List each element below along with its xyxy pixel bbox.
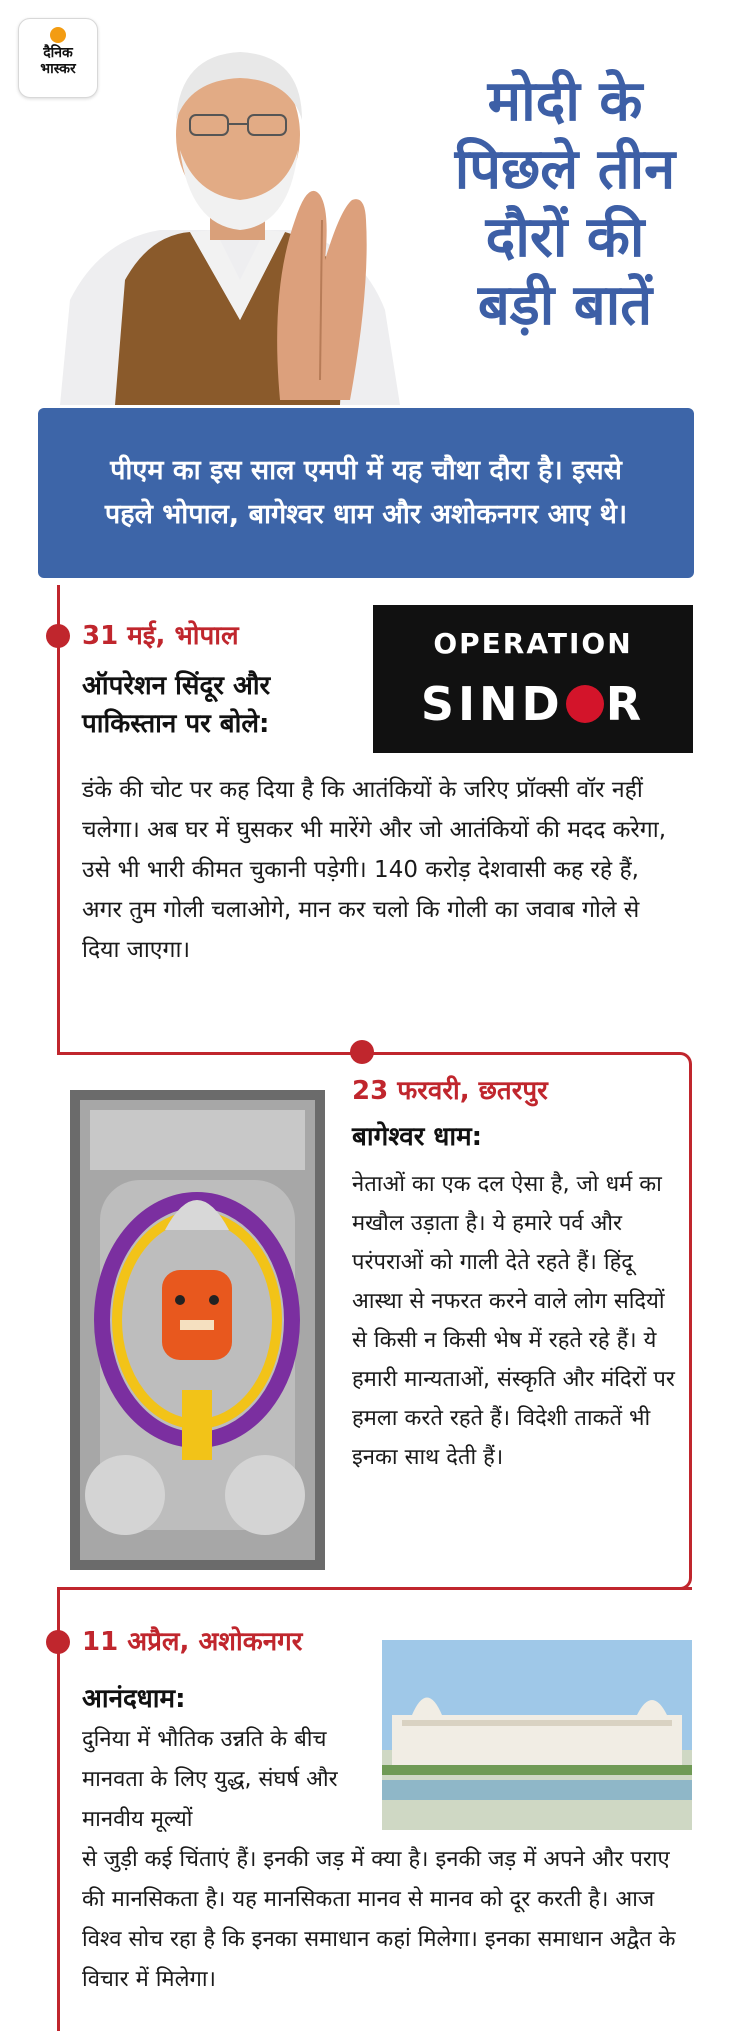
image-caption-part: R xyxy=(605,677,646,731)
hero-portrait xyxy=(40,20,420,405)
red-dot-icon xyxy=(566,685,604,723)
bageshwar-dham-image xyxy=(70,1090,325,1570)
visit-subtitle: ऑपरेशन सिंदूर और पाकिस्तान पर बोले: xyxy=(82,671,271,739)
visit-date: 11 अप्रैल, अशोकनगर xyxy=(82,1627,303,1657)
visit-text: से जुड़ी कई चिंताएं हैं। इनकी जड़ में क्या है। इनकी जड़ में अपने और पराए की मानसिकता है। यह मानसिकता मानव से मानव को दूर करती है। आज विश्व सोच रहा है कि इनका समाधान कहां मिलेगा। इनका समाधान अद्वैत के विचार में मिलेगा। xyxy=(82,1847,676,1992)
visit-date: 23 फरवरी, छतरपुर xyxy=(352,1076,548,1106)
anandham-image xyxy=(382,1640,692,1830)
brand-line-2: भास्कर xyxy=(40,61,76,77)
title-line: दौरों की xyxy=(485,205,645,270)
timeline-dot xyxy=(46,1630,70,1654)
brand-line-1: दैनिक xyxy=(43,45,73,61)
visit-date: 31 मई, भोपाल xyxy=(82,621,239,651)
intro-text: पीएम का इस साल एमपी में यह चौथा दौरा है। इससे पहले भोपाल, बागेश्वर धाम और अशोकनगर आए थे। xyxy=(104,455,628,530)
visit-subtitle: बागेश्वर धाम: xyxy=(352,1122,483,1152)
timeline-line xyxy=(57,585,60,1055)
timeline-dot xyxy=(350,1040,374,1064)
image-caption-line: OPERATION xyxy=(433,627,633,660)
timeline-line xyxy=(57,1052,362,1055)
page-title xyxy=(415,68,715,340)
image-caption-line xyxy=(373,677,693,731)
visit-text: डंके की चोट पर कह दिया है कि आतंकियों के जरिए प्रॉक्सी वॉर नहीं चलेगा। अब घर में घुसकर भी मारेंगे और जो आतंकियों की मदद करेगा, उसे भी भारी कीमत चुकानी पड़ेगी। 140 करोड़ देशवासी कह रहे हैं, अगर तुम गोली चलाओगे, मान कर चलो कि गोली का जवाब गोले से दिया जाएगा। xyxy=(82,777,667,963)
visit-text: नेताओं का एक दल ऐसा है, जो धर्म का मखौल उड़ाता है। ये हमारे पर्व और परंपराओं को गाली देते रहते हैं। हिंदू आस्था से नफरत करने वाले लोग सदियों से किसी न किसी भेष में रहते रहे हैं। ये हमारी मान्यताओं, संस्कृति और मंदिरों पर हमला करते रहते हैं। विदेशी ताकतें भी इनका साथ देती हैं। xyxy=(352,1172,675,1470)
visit-subtitle: आनंदधाम: xyxy=(82,1684,186,1714)
visit-text: दुनिया में भौतिक उन्नति के बीच मानवता के लिए युद्ध, संघर्ष और मानवीय मूल्यों xyxy=(82,1727,338,1832)
operation-sindoor-image xyxy=(373,605,693,753)
timeline-dot xyxy=(46,624,70,648)
title-line: बड़ी बातें xyxy=(477,273,653,338)
title-line: पिछले तीन xyxy=(454,137,676,202)
image-caption-part: SIND xyxy=(420,677,564,731)
title-line: मोदी के xyxy=(487,69,643,134)
timeline-line xyxy=(57,1587,692,1590)
intro-box xyxy=(38,408,694,578)
